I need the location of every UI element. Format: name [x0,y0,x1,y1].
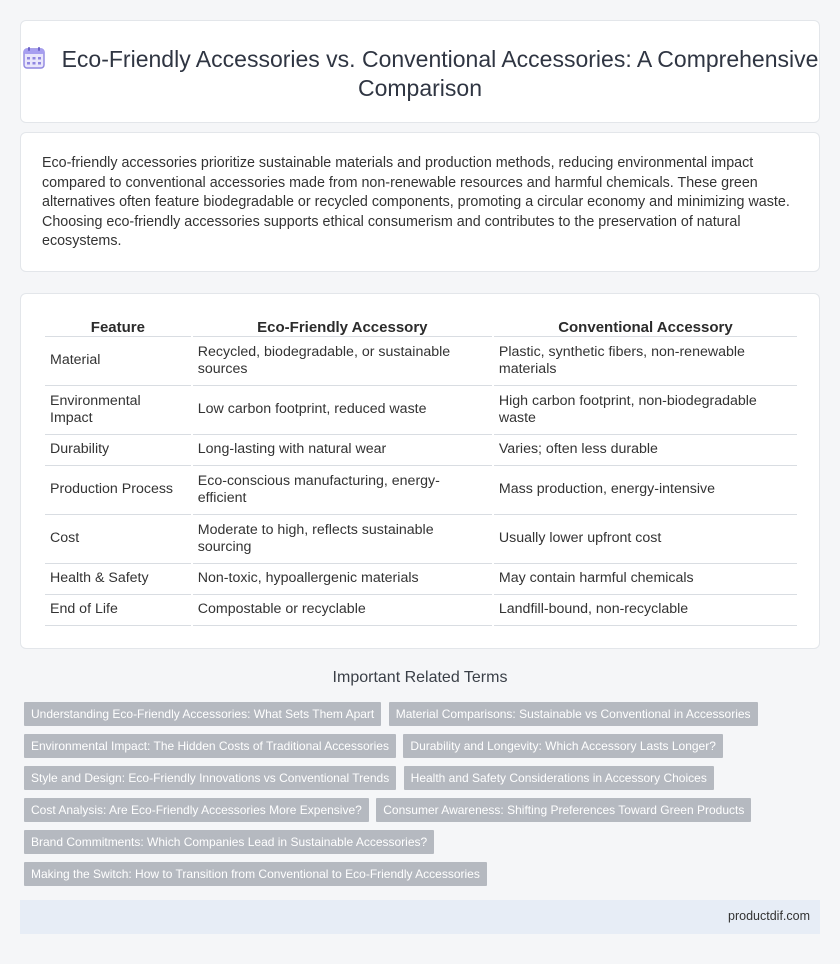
related-term-tag[interactable]: Health and Safety Considerations in Accessory Choices [404,766,714,790]
header-eco: Eco-Friendly Accessory [193,316,492,337]
cell-feature: Environmental Impact [45,386,191,435]
table-row [45,466,797,515]
intro-paragraph: Eco-friendly accessories prioritize sustainable materials and production methods, reducing environmental impact compared to conventional accessories made from non-renewable resources and harmful chemicals. These green alternatives often feature biodegradable or recycled components, promoting a circular economy and minimizing waste. Choosing eco-friendly accessories supports ethical consumerism and contributes to the preservation of natural ecosystems. [42,155,790,249]
cell-conventional: May contain harmful chemicals [494,564,797,595]
cell-eco: Long-lasting with natural wear [193,435,492,466]
related-term-tag[interactable]: Cost Analysis: Are Eco-Friendly Accessories More Expensive? [24,798,369,822]
related-term-tag[interactable]: Style and Design: Eco-Friendly Innovations vs Conventional Trends [24,766,396,790]
cell-conventional: Usually lower upfront cost [494,515,797,564]
cell-feature: End of Life [45,595,191,626]
cell-eco: Recycled, biodegradable, or sustainable sources [193,337,492,386]
cell-feature: Health & Safety [45,564,191,595]
table-row [45,515,797,564]
cell-eco: Compostable or recyclable [193,595,492,626]
related-term-tag[interactable]: Material Comparisons: Sustainable vs Conventional in Accessories [389,702,758,726]
cell-eco: Low carbon footprint, reduced waste [193,386,492,435]
cell-conventional: Varies; often less durable [494,435,797,466]
related-term-tag[interactable]: Environmental Impact: The Hidden Costs of Traditional Accessories [24,734,396,758]
cell-feature: Production Process [45,466,191,515]
title-card [20,20,820,123]
related-term-tag[interactable]: Durability and Longevity: Which Accessory Lasts Longer? [403,734,723,758]
calendar-icon [22,46,46,70]
page-title-text: Eco-Friendly Accessories vs. Conventional Accessories: A Comprehensive Comparison [61,46,819,101]
related-terms-list [24,702,804,894]
footer-site-link[interactable]: productdif.com [728,909,810,923]
cell-eco: Eco-conscious manufacturing, energy-efficient [193,466,492,515]
related-term-tag[interactable]: Making the Switch: How to Transition from Conventional to Eco-Friendly Accessories [24,862,487,886]
related-term-tag[interactable]: Brand Commitments: Which Companies Lead in Sustainable Accessories? [24,830,434,854]
table-row [45,337,797,386]
table-row [45,564,797,595]
cell-feature: Cost [45,515,191,564]
cell-feature: Material [45,337,191,386]
header-conventional: Conventional Accessory [494,316,797,337]
table-header-row [45,316,797,337]
cell-conventional: Mass production, energy-intensive [494,466,797,515]
cell-feature: Durability [45,435,191,466]
comparison-table [43,316,799,626]
related-term-tag[interactable]: Consumer Awareness: Shifting Preferences Toward Green Products [376,798,751,822]
page-title [21,45,819,103]
header-feature: Feature [45,316,191,337]
related-term-tag[interactable]: Understanding Eco-Friendly Accessories: What Sets Them Apart [24,702,381,726]
cell-eco: Moderate to high, reflects sustainable sourcing [193,515,492,564]
cell-conventional: Plastic, synthetic fibers, non-renewable materials [494,337,797,386]
footer-bar [20,900,820,934]
cell-conventional: Landfill-bound, non-recyclable [494,595,797,626]
table-row [45,386,797,435]
intro-card [20,132,820,272]
table-row [45,595,797,626]
cell-eco: Non-toxic, hypoallergenic materials [193,564,492,595]
related-terms-heading: Important Related Terms [332,669,508,686]
comparison-card [20,293,820,649]
table-row [45,435,797,466]
cell-conventional: High carbon footprint, non-biodegradable waste [494,386,797,435]
